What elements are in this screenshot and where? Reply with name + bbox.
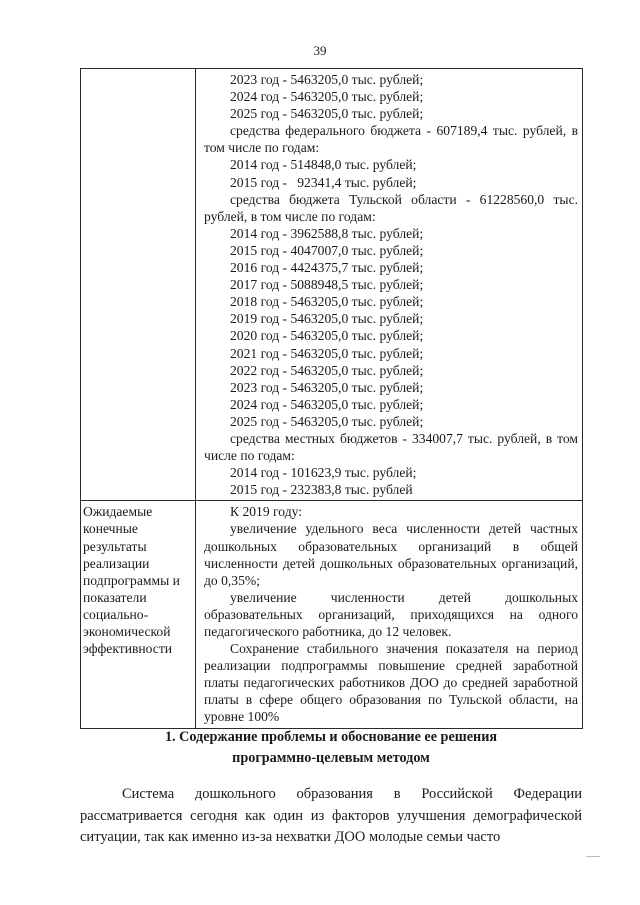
results-label-cell [81, 501, 196, 728]
regional-line: 2014 год - 3962588,8 тыс. рублей; [230, 225, 424, 241]
scan-mark [586, 856, 600, 857]
regional-budget-heading: средства бюджета Тульской области - 61228560,0 тыс. рублей, в том числе по годам: [204, 191, 578, 224]
section-title [80, 727, 582, 769]
funding-value-cell [196, 69, 583, 501]
results-label-line: эффективности [83, 641, 173, 657]
regional-line: 2016 год - 4424375,7 тыс. рублей; [230, 260, 424, 276]
funding-label-cell [81, 69, 196, 501]
results-label-line: экономической [83, 624, 171, 639]
results-value-cell [196, 501, 583, 728]
regional-line: 2018 год - 5463205,0 тыс. рублей; [230, 294, 424, 310]
page-number: 39 [313, 43, 327, 58]
results-label-line: подпрограммы и [83, 572, 180, 588]
regional-line: 2020 год - 5463205,0 тыс. рублей; [230, 328, 424, 344]
subprogram-passport-table [80, 68, 583, 729]
results-label-line: реализации [83, 555, 150, 571]
funding-line: 2024 год - 5463205,0 тыс. рублей; [230, 89, 424, 105]
results-label-line: показатели [83, 589, 147, 605]
results-item: увеличение численности детей дошкольных образовательных организаций, приходящихся на одного педагогического работника, до 12 человек. [204, 589, 578, 639]
regional-line: 2017 год - 5088948,5 тыс. рублей; [230, 277, 424, 293]
regional-line: 2015 год - 4047007,0 тыс. рублей; [230, 242, 424, 258]
section-title-line: программно-целевым методом [232, 750, 430, 766]
funding-line: 2025 год - 5463205,0 тыс. рублей; [230, 106, 424, 122]
body-paragraph: Система дошкольного образования в Российской Федерации рассматривается сегодня как один из факторов улучшения демографической ситуации, так как именно из-за нехватки ДОО молодые семьи часто [80, 786, 582, 845]
regional-line: 2021 год - 5463205,0 тыс. рублей; [230, 345, 424, 361]
results-label-line: результаты [83, 538, 147, 554]
results-label-line: конечные [83, 521, 138, 537]
results-item: Сохранение стабильного значения показателя на период реализации подпрограммы повышение средней заработной платы педагогических работников ДОО до средней заработной платы в сфере общего образования по Тульской области, на уровне 100% [204, 641, 578, 725]
federal-line: 2014 год - 514848,0 тыс. рублей; [230, 157, 417, 173]
results-item: увеличение удельного веса численности детей частных дошкольных образовательных организаций в общей численности детей дошкольных образовательных организаций, до 0,35%; [204, 521, 578, 588]
local-line: 2015 год - 232383,8 тыс. рублей [230, 482, 413, 498]
local-budget-heading: средства местных бюджетов - 334007,7 тыс. рублей, в том числе по годам: [204, 430, 578, 464]
regional-line: 2024 год - 5463205,0 тыс. рублей; [230, 396, 424, 412]
table-row-funding [81, 69, 583, 501]
section-title-line: 1. Содержание проблемы и обоснование ее решения [164, 729, 498, 745]
table-row-results [81, 501, 583, 728]
regional-line: 2023 год - 5463205,0 тыс. рублей; [230, 379, 424, 395]
federal-line: 2015 год - 92341,4 тыс. рублей; [230, 174, 417, 190]
regional-line: 2025 год - 5463205,0 тыс. рублей; [230, 413, 424, 429]
local-line: 2014 год - 101623,9 тыс. рублей; [230, 465, 417, 481]
federal-budget-heading: средства федерального бюджета - 607189,4 тыс. рублей, в том числе по годам: [204, 123, 578, 156]
regional-line: 2019 год - 5463205,0 тыс. рублей; [230, 311, 424, 327]
results-intro: К 2019 году: [230, 504, 303, 520]
funding-line: 2023 год - 5463205,0 тыс. рублей; [230, 72, 424, 87]
results-label-line: социально- [83, 606, 149, 622]
results-label-line: Ожидаемые [83, 504, 153, 520]
regional-line: 2022 год - 5463205,0 тыс. рублей; [230, 362, 424, 378]
